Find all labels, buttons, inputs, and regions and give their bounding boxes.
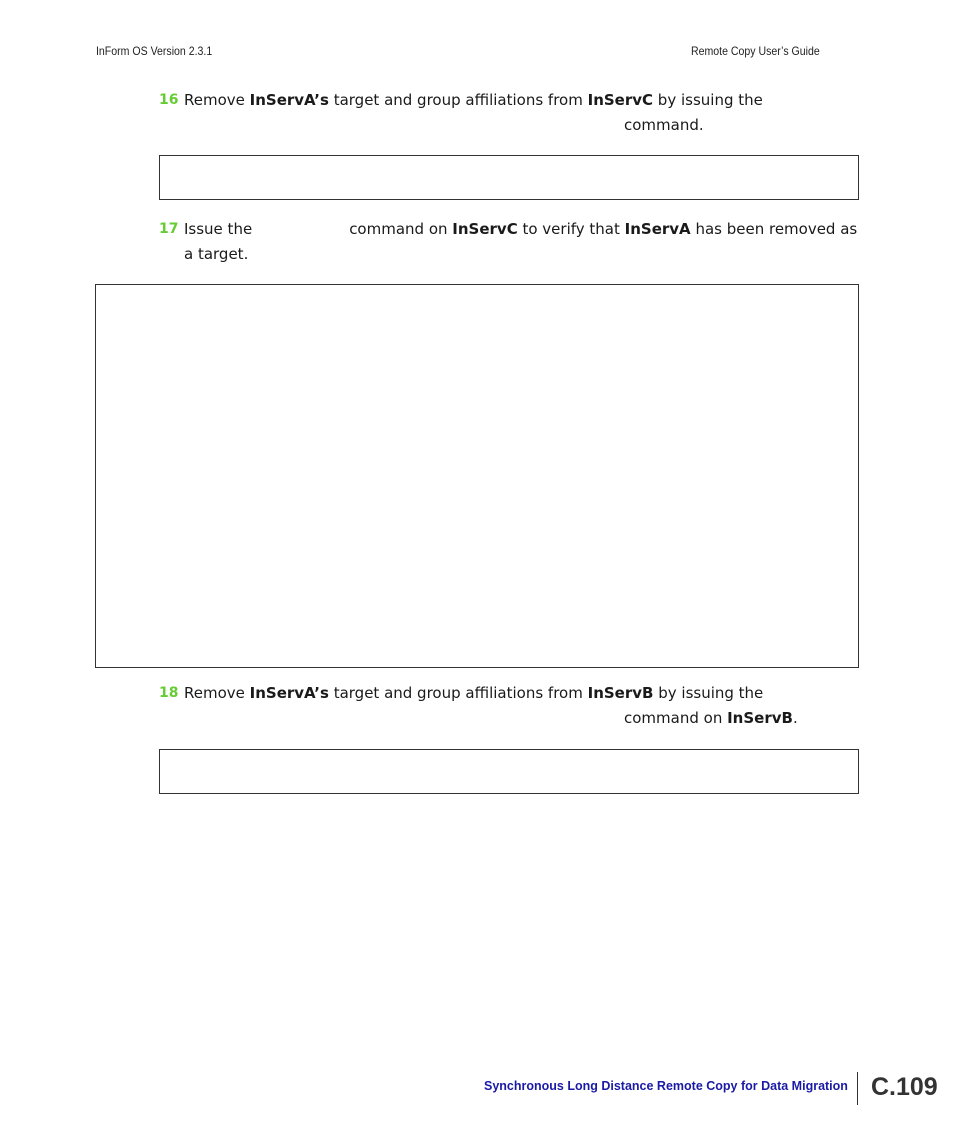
code-output-box bbox=[95, 284, 859, 668]
code-box bbox=[159, 155, 859, 200]
step-number: 18 bbox=[159, 685, 179, 701]
system-name: InServA’s bbox=[249, 91, 329, 109]
step-16 bbox=[159, 88, 859, 137]
text-run: command. bbox=[624, 115, 704, 134]
step-17 bbox=[159, 217, 859, 266]
system-name: InServB bbox=[587, 684, 654, 702]
step-text bbox=[159, 681, 859, 730]
text-run: Issue the bbox=[184, 220, 253, 238]
text-run: target and group affiliations from bbox=[328, 91, 588, 109]
text-run: command on bbox=[624, 708, 728, 727]
running-header-left: InForm OS Version 2.3.1 bbox=[96, 44, 213, 58]
text-run: . bbox=[792, 708, 798, 727]
step-number: 16 bbox=[159, 92, 179, 108]
text-run: by issuing the bbox=[653, 91, 763, 109]
text-run: Remove bbox=[184, 91, 250, 109]
footer-chapter-title: Synchronous Long Distance Remote Copy for Data Migration bbox=[484, 1079, 848, 1093]
text-run: Remove bbox=[184, 684, 250, 702]
system-name: InServC bbox=[452, 220, 518, 238]
system-name: InServB bbox=[727, 708, 793, 727]
step-text bbox=[159, 217, 859, 266]
text-run: target and group affiliations from bbox=[328, 684, 588, 702]
text-run: command on bbox=[349, 220, 453, 238]
page-number: C.109 bbox=[871, 1073, 938, 1101]
step-18 bbox=[159, 681, 859, 730]
system-name: InServA’s bbox=[249, 684, 329, 702]
footer-divider bbox=[857, 1072, 858, 1105]
step-number: 17 bbox=[159, 221, 179, 237]
code-box bbox=[159, 749, 859, 794]
running-header-right: Remote Copy User’s Guide bbox=[691, 44, 820, 58]
text-run: to verify that bbox=[517, 220, 625, 238]
system-name: InServA bbox=[624, 220, 691, 238]
step-text bbox=[159, 88, 859, 137]
text-run: by issuing the bbox=[653, 684, 764, 702]
text-run: has been removed as a target. bbox=[184, 220, 858, 263]
system-name: InServC bbox=[587, 91, 654, 109]
